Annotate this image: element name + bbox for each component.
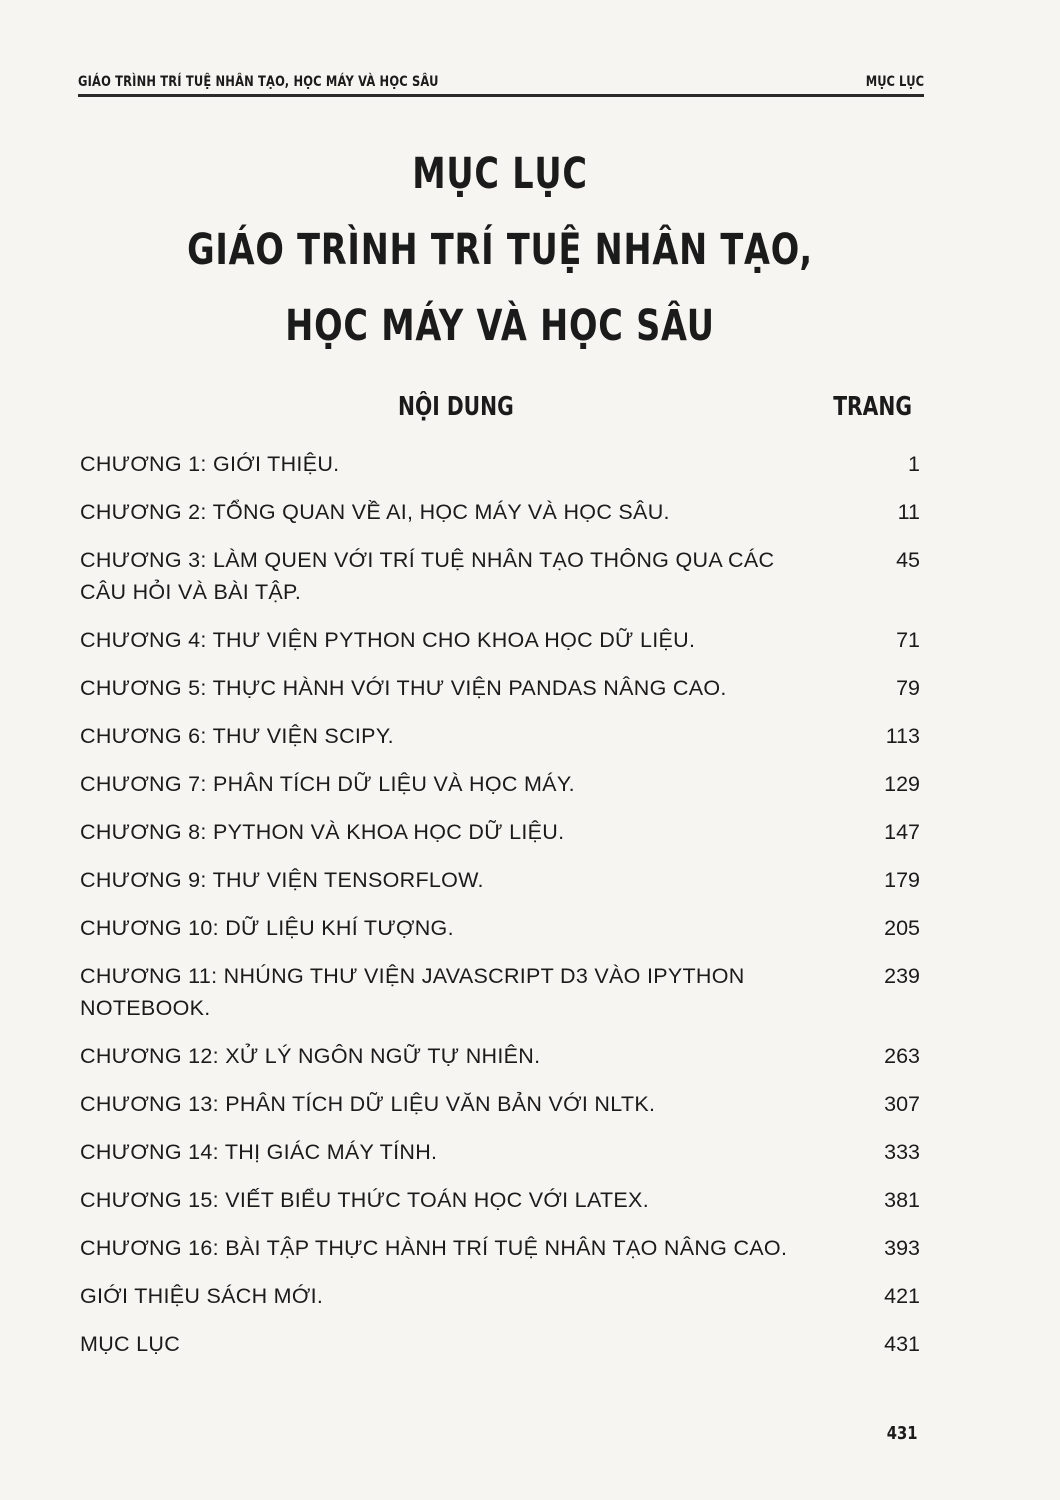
toc-entry-page: 79 <box>896 676 920 700</box>
content-column-header: NỘI DUNG <box>398 392 514 422</box>
title-line-2: GIÁO TRÌNH TRÍ TUỆ NHÂN TẠO, <box>187 225 813 275</box>
toc-entry-title: CHƯƠNG 3: LÀM QUEN VỚI TRÍ TUỆ NHÂN TẠO THÔNG QUA CÁC CÂU HỎI VÀ BÀI TẬP. <box>80 548 775 604</box>
toc-entry-page: 147 <box>884 820 920 844</box>
toc-entry-title: CHƯƠNG 12: XỬ LÝ NGÔN NGỮ TỰ NHIÊN. <box>80 1044 541 1068</box>
toc-entry-title: CHƯƠNG 9: THƯ VIỆN TENSORFLOW. <box>80 868 484 892</box>
running-header <box>78 64 924 97</box>
toc-entry-page: 263 <box>884 1044 920 1068</box>
toc-entry-page: 381 <box>884 1188 920 1212</box>
toc-entry-title: CHƯƠNG 10: DỮ LIỆU KHÍ TƯỢNG. <box>80 916 454 940</box>
table-of-contents <box>80 448 920 1360</box>
toc-entry <box>80 960 920 1024</box>
toc-entry <box>80 1136 920 1168</box>
toc-entry <box>80 496 920 528</box>
toc-entry <box>80 624 920 656</box>
toc-entry-page: 393 <box>884 1236 920 1260</box>
title-line-1: MỤC LỤC <box>412 149 588 199</box>
toc-entry <box>80 864 920 896</box>
toc-entry-title: CHƯƠNG 6: THƯ VIỆN SCIPY. <box>80 724 394 748</box>
toc-entry <box>80 544 920 608</box>
toc-entry-title: CHƯƠNG 5: THỰC HÀNH VỚI THƯ VIỆN PANDAS NÂNG CAO. <box>80 676 727 700</box>
toc-entry <box>80 768 920 800</box>
running-section: MỤC LỤC <box>865 74 924 90</box>
toc-entry-title: CHƯƠNG 13: PHÂN TÍCH DỮ LIỆU VĂN BẢN VỚI NLTK. <box>80 1092 656 1116</box>
title-line-3: HỌC MÁY VÀ HỌC SÂU <box>285 301 715 351</box>
toc-entry <box>80 720 920 752</box>
toc-entry-title: MỤC LỤC <box>80 1332 181 1356</box>
toc-entry-title: CHƯƠNG 1: GIỚI THIỆU. <box>80 452 340 476</box>
toc-entry-page: 179 <box>884 868 920 892</box>
toc-entry <box>80 448 920 480</box>
toc-entry-page: 45 <box>896 548 920 572</box>
toc-entry-page: 113 <box>885 724 920 748</box>
toc-entry-page: 333 <box>884 1140 920 1164</box>
toc-entry-page: 71 <box>896 628 920 652</box>
toc-entry <box>80 1040 920 1072</box>
toc-entry-page: 421 <box>884 1284 920 1308</box>
toc-entry-title: CHƯƠNG 14: THỊ GIÁC MÁY TÍNH. <box>80 1140 438 1164</box>
toc-entry-title: CHƯƠNG 2: TỔNG QUAN VỀ AI, HỌC MÁY VÀ HỌC SÂU. <box>80 500 670 524</box>
toc-entry <box>80 816 920 848</box>
toc-entry-page: 431 <box>884 1332 920 1356</box>
toc-entry <box>80 1184 920 1216</box>
page-number: 431 <box>887 1423 918 1444</box>
toc-entry <box>80 672 920 704</box>
toc-entry-page: 307 <box>884 1092 920 1116</box>
toc-entry <box>80 1232 920 1264</box>
toc-entry-title: CHƯƠNG 7: PHÂN TÍCH DỮ LIỆU VÀ HỌC MÁY. <box>80 772 575 796</box>
toc-entry <box>80 1280 920 1312</box>
toc-entry-title: CHƯƠNG 16: BÀI TẬP THỰC HÀNH TRÍ TUỆ NHÂN TẠO NÂNG CAO. <box>80 1236 788 1260</box>
page-title <box>0 136 1000 364</box>
running-title: GIÁO TRÌNH TRÍ TUỆ NHÂN TẠO, HỌC MÁY VÀ HỌC SÂU <box>78 74 439 90</box>
toc-entry <box>80 1088 920 1120</box>
column-headers <box>78 392 924 432</box>
page-column-header: TRANG <box>833 392 912 422</box>
toc-entry <box>80 1328 920 1360</box>
toc-entry-page: 205 <box>884 916 920 940</box>
toc-entry-page: 11 <box>897 500 920 524</box>
toc-entry-page: 239 <box>884 964 920 988</box>
toc-entry-title: CHƯƠNG 15: VIẾT BIỂU THỨC TOÁN HỌC VỚI LATEX. <box>80 1188 649 1212</box>
toc-entry-title: CHƯƠNG 4: THƯ VIỆN PYTHON CHO KHOA HỌC DỮ LIỆU. <box>80 628 696 652</box>
toc-entry-title: CHƯƠNG 8: PYTHON VÀ KHOA HỌC DỮ LIỆU. <box>80 820 565 844</box>
toc-entry-title: CHƯƠNG 11: NHÚNG THƯ VIỆN JAVASCRIPT D3 VÀO IPYTHON NOTEBOOK. <box>80 964 745 1020</box>
toc-entry <box>80 912 920 944</box>
toc-entry-page: 1 <box>908 452 920 476</box>
toc-entry-page: 129 <box>884 772 920 796</box>
toc-entry-title: GIỚI THIỆU SÁCH MỚI. <box>80 1284 324 1308</box>
